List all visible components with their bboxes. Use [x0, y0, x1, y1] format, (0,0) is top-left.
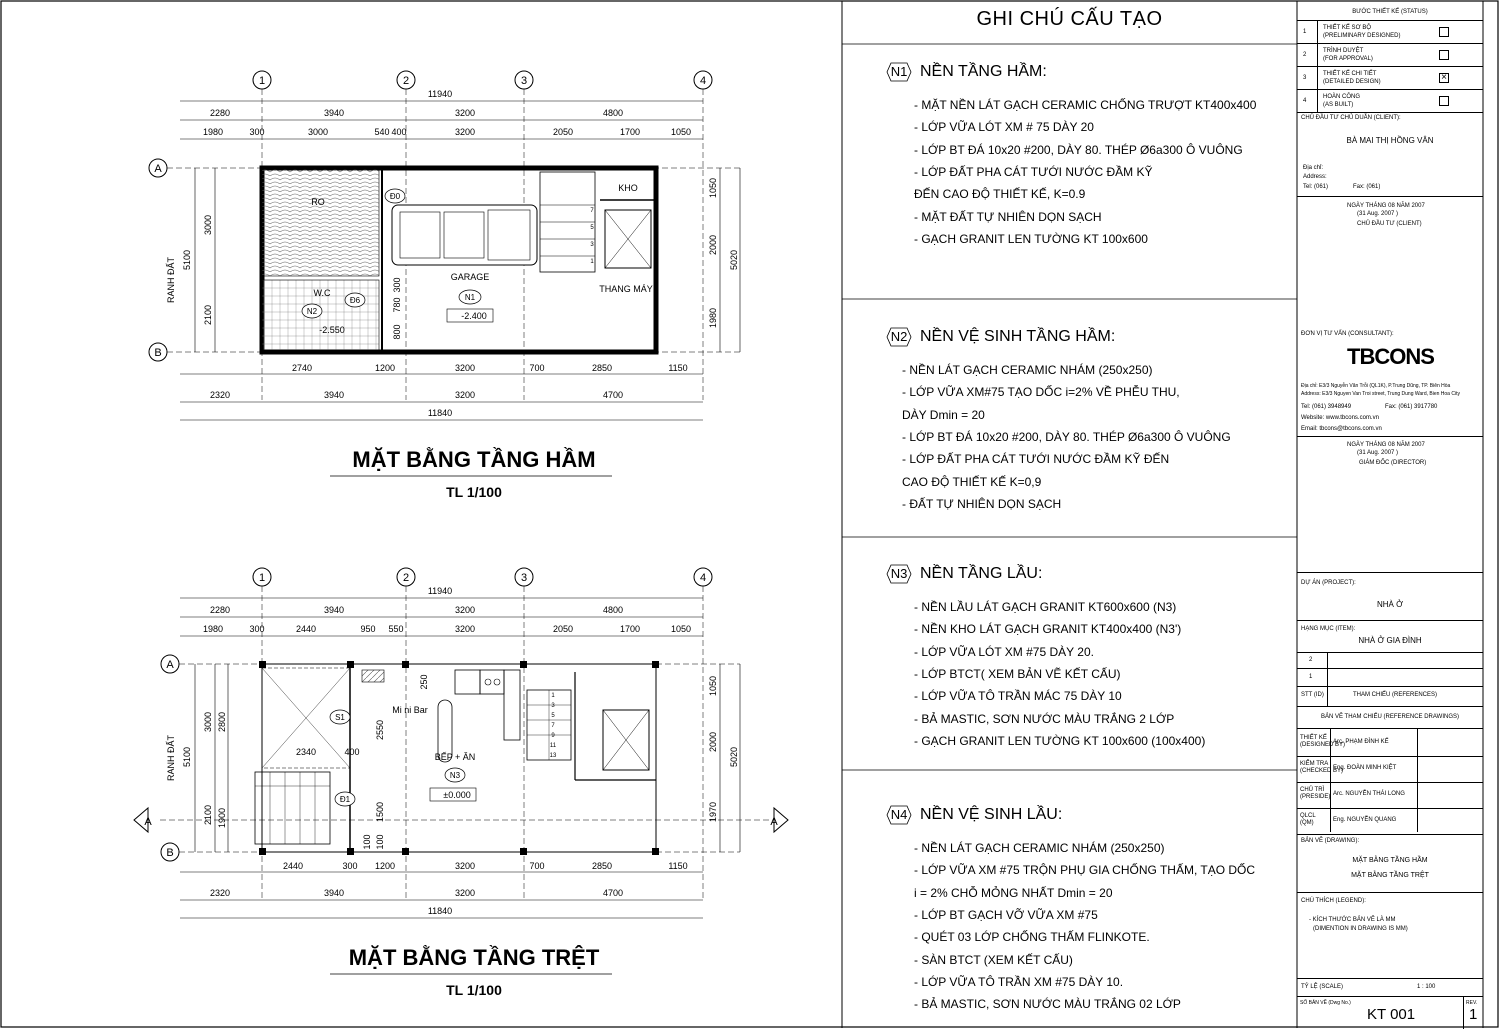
tb-divider: [1297, 782, 1483, 783]
note-line: - QUÉT 03 LỚP CHỐNG THẤM FLINKOTE.: [914, 930, 1150, 945]
status-checkbox[interactable]: [1439, 27, 1449, 37]
dim: 4700: [602, 390, 624, 400]
client-date-en: (31 Aug. 2007 ): [1357, 211, 1399, 217]
dim: 1150: [668, 363, 688, 373]
tb-divider: [1297, 43, 1483, 44]
room-elevator: THANG MÁY: [599, 284, 653, 294]
drawing-no-label: SỐ BẢN VẼ (Dwg No.): [1300, 1000, 1351, 1006]
note-heading-n1: [886, 62, 1047, 82]
client-date: NGÀY THÁNG 08 NĂM 2007: [1347, 203, 1425, 209]
tb-divider: [1297, 20, 1483, 21]
note-tag-n2: [886, 327, 912, 347]
dim: 3200: [454, 390, 476, 400]
grid-col-4: 4: [699, 572, 707, 584]
tb-divider: [1297, 686, 1483, 687]
dim: 5020: [729, 746, 739, 768]
note-heading-n2: [886, 327, 1115, 347]
scale-value: 1 : 100: [1417, 984, 1436, 990]
stair-step: 1: [551, 693, 555, 699]
role-name: Eng. ĐOÀN MINH KIỆT: [1333, 765, 1397, 771]
note-line: - LỚP VỮA TÔ TRẦN XM #75 DÀY 10.: [914, 974, 1124, 989]
consultant-fax: Fax: (061) 3917780: [1385, 404, 1438, 410]
tb-divider: [1297, 572, 1483, 573]
consultant-email: Email: tbcons@tbcons.com.vn: [1301, 426, 1382, 432]
legend-line: - KÍCH THƯỚC BẢN VẼ LÀ MM: [1309, 917, 1396, 923]
grid-col-4: 4: [699, 75, 707, 87]
status-label-en: (DETAILED DESIGN): [1323, 79, 1381, 85]
tb-divider: [1297, 66, 1483, 67]
note-tag-text: N3: [890, 566, 908, 581]
role-label-en: (QM): [1300, 820, 1314, 826]
dim: 300: [342, 861, 358, 871]
role-name: Eng. NGUYỄN QUANG: [1333, 817, 1397, 823]
note-line: - ĐẤT TỰ NHIÊN DỌN SẠCH: [902, 496, 1062, 511]
note-line: - LỚP VỮA XM#75 TẠO DỐC i=2% VỀ PHỄU THU,: [902, 385, 1180, 400]
legend-line: (DIMENTION IN DRAWING IS MM): [1313, 926, 1408, 932]
dim: 780: [392, 297, 402, 313]
dim: 1050: [708, 177, 718, 199]
consultant-address-en: Address: E3/3 Nguyen Van Troi street, Trung Dung Ward, Bien Hoa City: [1301, 391, 1460, 397]
status-no: 4: [1303, 98, 1307, 104]
role-label-en: (CHECKED BY): [1300, 768, 1344, 774]
status-checkbox[interactable]: [1439, 96, 1449, 106]
dim: 2550: [375, 719, 385, 741]
dim: 2740: [291, 363, 313, 373]
floor-tag-n1: N1: [464, 293, 476, 302]
dim: 3200: [454, 861, 476, 871]
basement-title: MẶT BẰNG TẦNG HẦM: [352, 447, 596, 472]
dim: 5020: [729, 249, 739, 271]
dim: 5100: [182, 746, 192, 768]
note-line: - BẢ MASTIC, SƠN NƯỚC MÀU TRẮNG 02 LỚP: [914, 997, 1181, 1012]
drawing-header: BẢN VẼ (DRAWING):: [1301, 838, 1360, 844]
status-no: 3: [1303, 75, 1307, 81]
dim: 5100: [182, 249, 192, 271]
dim: 4700: [602, 888, 624, 898]
note-line: - LỚP VỮA LÓT XM # 75 DÀY 20: [914, 120, 1094, 135]
dim: 1150: [668, 861, 688, 871]
drawing-title: MẶT BẰNG TẦNG TRỆT: [1351, 872, 1429, 879]
drawing-title: MẶT BẰNG TẦNG HẦM: [1352, 857, 1428, 864]
consultant-logo: TBCONS: [1347, 344, 1434, 369]
note-line: - NỀN LÁT GẠCH CERAMIC NHÁM (250x250): [914, 841, 1165, 855]
dim: 550: [388, 624, 404, 634]
client-fax: Fax: (061): [1353, 184, 1381, 190]
status-label: HOÀN CÔNG: [1323, 94, 1361, 100]
status-label-en: (AS BUILT): [1323, 102, 1354, 108]
dim: 3940: [323, 108, 345, 118]
grid-row-a: A: [166, 659, 174, 671]
item-header: HẠNG MỤC (ITEM):: [1301, 626, 1356, 632]
ref-id: STT (ID): [1301, 692, 1324, 698]
note-line: - NỀN LÁT GẠCH CERAMIC NHÁM (250x250): [902, 363, 1153, 377]
ref-row: 2: [1309, 657, 1313, 663]
dim: 2100: [203, 804, 213, 826]
dim: 2320: [209, 390, 231, 400]
note-line: - LỚP BT ĐÁ 10x20 #200, DÀY 80. THÉP Ø6a300 Ô VUÔNG: [914, 142, 1243, 157]
door-tag-d0: Đ0: [389, 192, 401, 201]
dim: 250: [419, 674, 429, 690]
note-tag-text: N2: [890, 329, 908, 344]
ground-plan: [134, 568, 788, 998]
grid-col-3: 3: [520, 75, 528, 87]
role-label-en: (PRESIDE): [1300, 794, 1331, 800]
stair-step: 11: [549, 743, 557, 749]
stair-step: 7: [551, 723, 555, 729]
note-tag-text: N1: [890, 64, 908, 79]
grid-row-b: B: [154, 347, 162, 359]
note-line: i = 2% CHỖ MỎNG NHẤT Dmin = 20: [914, 885, 1113, 900]
dim: 300: [392, 277, 402, 293]
stair-step: 3: [590, 242, 594, 248]
dim: 2800: [217, 711, 227, 733]
grid-col-2: 2: [402, 572, 410, 584]
notes-title: GHI CHÚ CẤU TẠO: [976, 8, 1163, 30]
stair-step: 9: [551, 733, 555, 739]
note-line: - LỚP VỮA LÓT XM #75 DÀY 20.: [914, 644, 1094, 659]
status-label-en: (FOR APPROVAL): [1323, 56, 1373, 62]
ref-label: THAM CHIẾU (REFERENCES): [1353, 692, 1438, 698]
grid-col-1: 1: [258, 572, 266, 584]
note-line: - LỚP ĐẤT PHA CÁT TƯỚI NƯỚC ĐẦM KỸ: [914, 164, 1153, 179]
note-line: CAO ĐỘ THIẾT KẾ K=0,9: [902, 474, 1042, 489]
grid-col-1: 1: [258, 75, 266, 87]
construction-notes: [842, 0, 1297, 1029]
note-heading-text: NỀN TẦNG LẦU:: [920, 565, 1043, 582]
consultant-date: NGÀY THÁNG 08 NĂM 2007: [1347, 442, 1425, 448]
client-role: CHỦ ĐẦU TƯ (CLIENT): [1357, 221, 1422, 227]
status-label: THIẾT KẾ SƠ BỘ: [1323, 25, 1372, 31]
role-label: THIẾT KẾ: [1300, 735, 1327, 741]
dim: 300: [249, 624, 265, 634]
tb-divider: [1297, 978, 1483, 979]
dim: 2440: [282, 861, 304, 871]
dim: 400: [391, 127, 407, 137]
dim: 4800: [602, 108, 624, 118]
tb-divider: [1297, 436, 1483, 437]
client-name: BÀ MAI THỊ HỒNG VÂN: [1346, 136, 1434, 145]
note-tag-n1: [886, 62, 912, 82]
status-checkbox[interactable]: [1439, 50, 1449, 60]
tb-divider: [1327, 652, 1328, 706]
tb-divider: [1297, 620, 1483, 621]
dim: 3200: [454, 888, 476, 898]
stair-step: 13: [549, 753, 557, 759]
client-address-en: Address:: [1303, 174, 1327, 180]
room-wc: W.C: [313, 288, 331, 298]
room-ro: RO: [311, 197, 325, 207]
note-line: - MẶT ĐẤT TỰ NHIÊN DỌN SẠCH: [914, 209, 1102, 224]
tb-divider: [1297, 834, 1483, 835]
ref-row: 1: [1309, 674, 1313, 680]
dim-total-top: 11940: [427, 89, 453, 99]
level-garage: -2.400: [461, 311, 487, 321]
status-label: TRÌNH DUYỆT: [1323, 48, 1364, 54]
dim: 2850: [591, 363, 613, 373]
tb-divider: [1297, 196, 1483, 197]
note-heading-n4: [886, 805, 1062, 825]
note-line: - LỚP VỮA TÔ TRẦN MÁC 75 DÀY 10: [914, 689, 1122, 704]
ground-title: MẶT BẰNG TẦNG TRỆT: [348, 945, 600, 970]
tb-divider: [1297, 89, 1483, 90]
legend-header: CHÚ THÍCH (LEGEND):: [1301, 898, 1366, 904]
director-label: GIÁM ĐỐC (DIRECTOR): [1359, 460, 1427, 466]
tb-divider: [1297, 808, 1483, 809]
dim: 3200: [454, 624, 476, 634]
consultant-website: Website: www.tbcons.com.vn: [1301, 415, 1379, 421]
dim: 1970: [708, 801, 718, 823]
dim: 950: [360, 624, 376, 634]
floor-tag-n3: N3: [449, 771, 461, 780]
ground-labels: [330, 693, 557, 806]
tb-divider: [1297, 756, 1483, 757]
note-heading-text: NỀN VỆ SINH TẦNG HẦM:: [920, 328, 1116, 345]
room-storage: KHO: [618, 183, 638, 193]
note-heading-text: NỀN TẦNG HẦM:: [920, 63, 1047, 80]
consultant-header: ĐƠN VỊ TƯ VẤN (CONSULTANT):: [1301, 331, 1394, 337]
dim: 1700: [619, 624, 641, 634]
dim: 800: [392, 324, 402, 340]
dim-total-bottom: 11840: [427, 906, 453, 916]
dim: 3000: [203, 214, 213, 236]
client-header: CHỦ ĐẦU TƯ CHỦ DUẪN (CLIENT):: [1301, 115, 1401, 121]
dim: 1050: [670, 624, 692, 634]
rev-number: 1: [1469, 1006, 1478, 1023]
dim: 540: [374, 127, 390, 137]
role-label-en: (DESIGNED BY): [1300, 742, 1346, 748]
dim: 2340: [295, 747, 317, 757]
note-line: - GẠCH GRANIT LEN TƯỜNG KT 100x600: [914, 231, 1148, 246]
stair-step: 5: [590, 225, 594, 231]
dim: 3940: [323, 390, 345, 400]
consultant-tel: Tel: (061) 3948949: [1301, 404, 1352, 410]
tb-divider: [1417, 728, 1418, 832]
stair-tag-s1: S1: [335, 713, 345, 722]
dim: 1050: [670, 127, 692, 137]
dim-total-bottom: 11840: [427, 408, 453, 418]
dim: 100: [362, 834, 372, 850]
client-address: Địa chỉ:: [1303, 165, 1324, 171]
dim: 2280: [209, 108, 231, 118]
stair-step: 3: [551, 703, 555, 709]
stair-step: 7: [590, 208, 594, 214]
rev-label: REV.: [1466, 1000, 1478, 1006]
dim: 700: [529, 861, 545, 871]
dim: 2050: [552, 127, 574, 137]
note-line: - LỚP BTCT( XEM BẢN VẼ KẾT CẤU): [914, 666, 1121, 681]
dim: 1200: [374, 861, 396, 871]
drawing-number: KT 001: [1367, 1006, 1416, 1023]
ref-drawings: BẢN VẼ THAM CHIẾU (REFERENCE DRAWINGS): [1320, 714, 1459, 720]
status-no: 1: [1303, 29, 1307, 35]
dim: 1900: [217, 807, 227, 829]
boundary-label: RANH ĐẤT: [166, 256, 176, 304]
stair-step: 5: [551, 713, 555, 719]
dim: 4800: [602, 605, 624, 615]
dim: 3200: [454, 363, 476, 373]
note-line: - LỚP BT GẠCH VỠ VỮA XM #75: [914, 907, 1098, 922]
dim: 2100: [203, 304, 213, 326]
dim: 300: [249, 127, 265, 137]
dim: 2850: [591, 861, 613, 871]
dim: 3000: [307, 127, 329, 137]
status-label-en: (PRELIMINARY DESIGNED): [1323, 33, 1401, 39]
title-block: [1297, 0, 1483, 1029]
note-heading-text: NỀN VỆ SINH LẦU:: [920, 806, 1063, 823]
dim: 1980: [202, 127, 224, 137]
grid-row-a: A: [154, 163, 162, 175]
note-tag-n4: [886, 805, 912, 825]
tb-divider: [1463, 996, 1464, 1029]
dim: 3200: [454, 127, 476, 137]
status-no: 2: [1303, 52, 1307, 58]
door-tag-d6: Đ6: [349, 296, 361, 305]
tb-divider: [1297, 706, 1483, 707]
tb-divider: [1297, 652, 1483, 653]
dim: 3940: [323, 605, 345, 615]
dim: 1700: [619, 127, 641, 137]
room-minibar: Mi ni Bar: [392, 705, 428, 715]
dim: 1980: [708, 307, 718, 329]
ground-scale: TL 1/100: [446, 982, 502, 998]
status-checkbox[interactable]: ×: [1439, 73, 1449, 83]
boundary-label: RANH ĐẤT: [166, 734, 176, 782]
tb-divider: [1297, 892, 1483, 893]
door-tag-d1: Đ1: [339, 795, 351, 804]
consultant-date-en: (31 Aug. 2007 ): [1357, 450, 1399, 456]
note-tag-n3: [886, 564, 912, 584]
dim: 2000: [708, 234, 718, 256]
note-tag-text: N4: [890, 807, 908, 822]
status-label: THIẾT KẾ CHI TIẾT: [1323, 71, 1377, 77]
role-label: QLCL: [1300, 813, 1316, 819]
dim: 100: [375, 834, 385, 850]
client-tel: Tel: (061): [1303, 184, 1329, 190]
note-line: DÀY Dmin = 20: [902, 407, 985, 422]
section-mark-left: A: [144, 816, 152, 828]
dim: 3940: [323, 888, 345, 898]
tb-divider: [1330, 728, 1331, 832]
note-line: - NỀN KHO LÁT GẠCH GRANIT KT400x400 (N3'): [914, 622, 1182, 637]
status-header: BƯỚC THIẾT KẾ (STATUS): [1352, 9, 1428, 15]
scale-label: TỶ LỆ (SCALE): [1301, 984, 1344, 990]
note-line: - LỚP BT ĐÁ 10x20 #200, DÀY 80. THÉP Ø6a300 Ô VUÔNG: [902, 429, 1231, 444]
dim: 400: [344, 747, 360, 757]
dim: 3000: [203, 711, 213, 733]
tb-divider: [1297, 112, 1483, 113]
note-line: - LỚP VỮA XM #75 TRỘN PHỤ GIA CHỐNG THẤM, TẠO DỐC: [914, 863, 1256, 878]
tb-divider: [1297, 668, 1483, 669]
dim: 700: [529, 363, 545, 373]
item-name: NHÀ Ở GIA ĐÌNH: [1358, 636, 1422, 645]
dim: 1500: [375, 801, 385, 823]
role-name: Arc. PHẠM ĐÌNH KẾ: [1333, 739, 1389, 745]
dim: 3200: [454, 605, 476, 615]
note-line: ĐẾN CAO ĐỘ THIẾT KẾ, K=0.9: [914, 187, 1086, 202]
floor-tag-n2: N2: [306, 307, 318, 316]
room-garage: GARAGE: [450, 272, 490, 282]
note-line: - SÀN BTCT (XEM KẾT CẤU): [914, 952, 1073, 967]
role-label: CHỦ TRÌ: [1300, 787, 1325, 793]
role-name: Arc. NGUYỄN THÁI LONG: [1333, 791, 1405, 797]
tb-divider: [1297, 728, 1483, 729]
basement-scale: TL 1/100: [446, 484, 502, 500]
note-line: - NỀN LẦU LÁT GẠCH GRANIT KT600x600 (N3): [914, 600, 1177, 614]
level-kitchen: ±0.000: [443, 790, 471, 800]
project-name: NHÀ Ở: [1377, 600, 1403, 609]
grid-col-2: 2: [402, 75, 410, 87]
grid-col-3: 3: [520, 572, 528, 584]
room-kitchen: BẾP + ĂN: [434, 752, 476, 762]
note-line: - BẢ MASTIC, SƠN NƯỚC MÀU TRẮNG 2 LỚP: [914, 711, 1175, 726]
dim: 2320: [209, 888, 231, 898]
basement-plan: [149, 71, 740, 500]
role-label: KIỂM TRA: [1300, 761, 1329, 767]
ground-grid: [161, 568, 712, 861]
tb-divider: [1297, 996, 1483, 997]
level-wc: -2.550: [319, 325, 345, 335]
dim: 1980: [202, 624, 224, 634]
note-heading-n3: [886, 564, 1042, 584]
note-line: - MẶT NỀN LÁT GẠCH CERAMIC CHỐNG TRƯỢT KT400x400: [914, 98, 1257, 112]
dim-total-top: 11940: [427, 586, 453, 596]
note-line: - GẠCH GRANIT LEN TƯỜNG KT 100x600 (100x400): [914, 733, 1206, 748]
dim: 2000: [708, 731, 718, 753]
dim: 2050: [552, 624, 574, 634]
note-line: - LỚP ĐẤT PHA CÁT TƯỚI NƯỚC ĐẦM KỸ ĐẾN: [902, 452, 1170, 467]
consultant-address: Địa chỉ: E3/3 Nguyễn Văn Trỗi (QL1K), P.Trung Dũng, TP. Biên Hòa: [1301, 383, 1451, 389]
dim: 2440: [295, 624, 317, 634]
dim: 3200: [454, 108, 476, 118]
section-mark-right: A: [770, 816, 778, 828]
project-header: DỰ ÁN (PROJECT):: [1301, 580, 1356, 586]
tb-divider: [1317, 20, 1318, 112]
stair-step: 1: [590, 259, 594, 265]
dim: 1200: [374, 363, 396, 373]
dim: 2280: [209, 605, 231, 615]
dim: 1050: [708, 675, 718, 697]
grid-row-b: B: [166, 847, 174, 859]
